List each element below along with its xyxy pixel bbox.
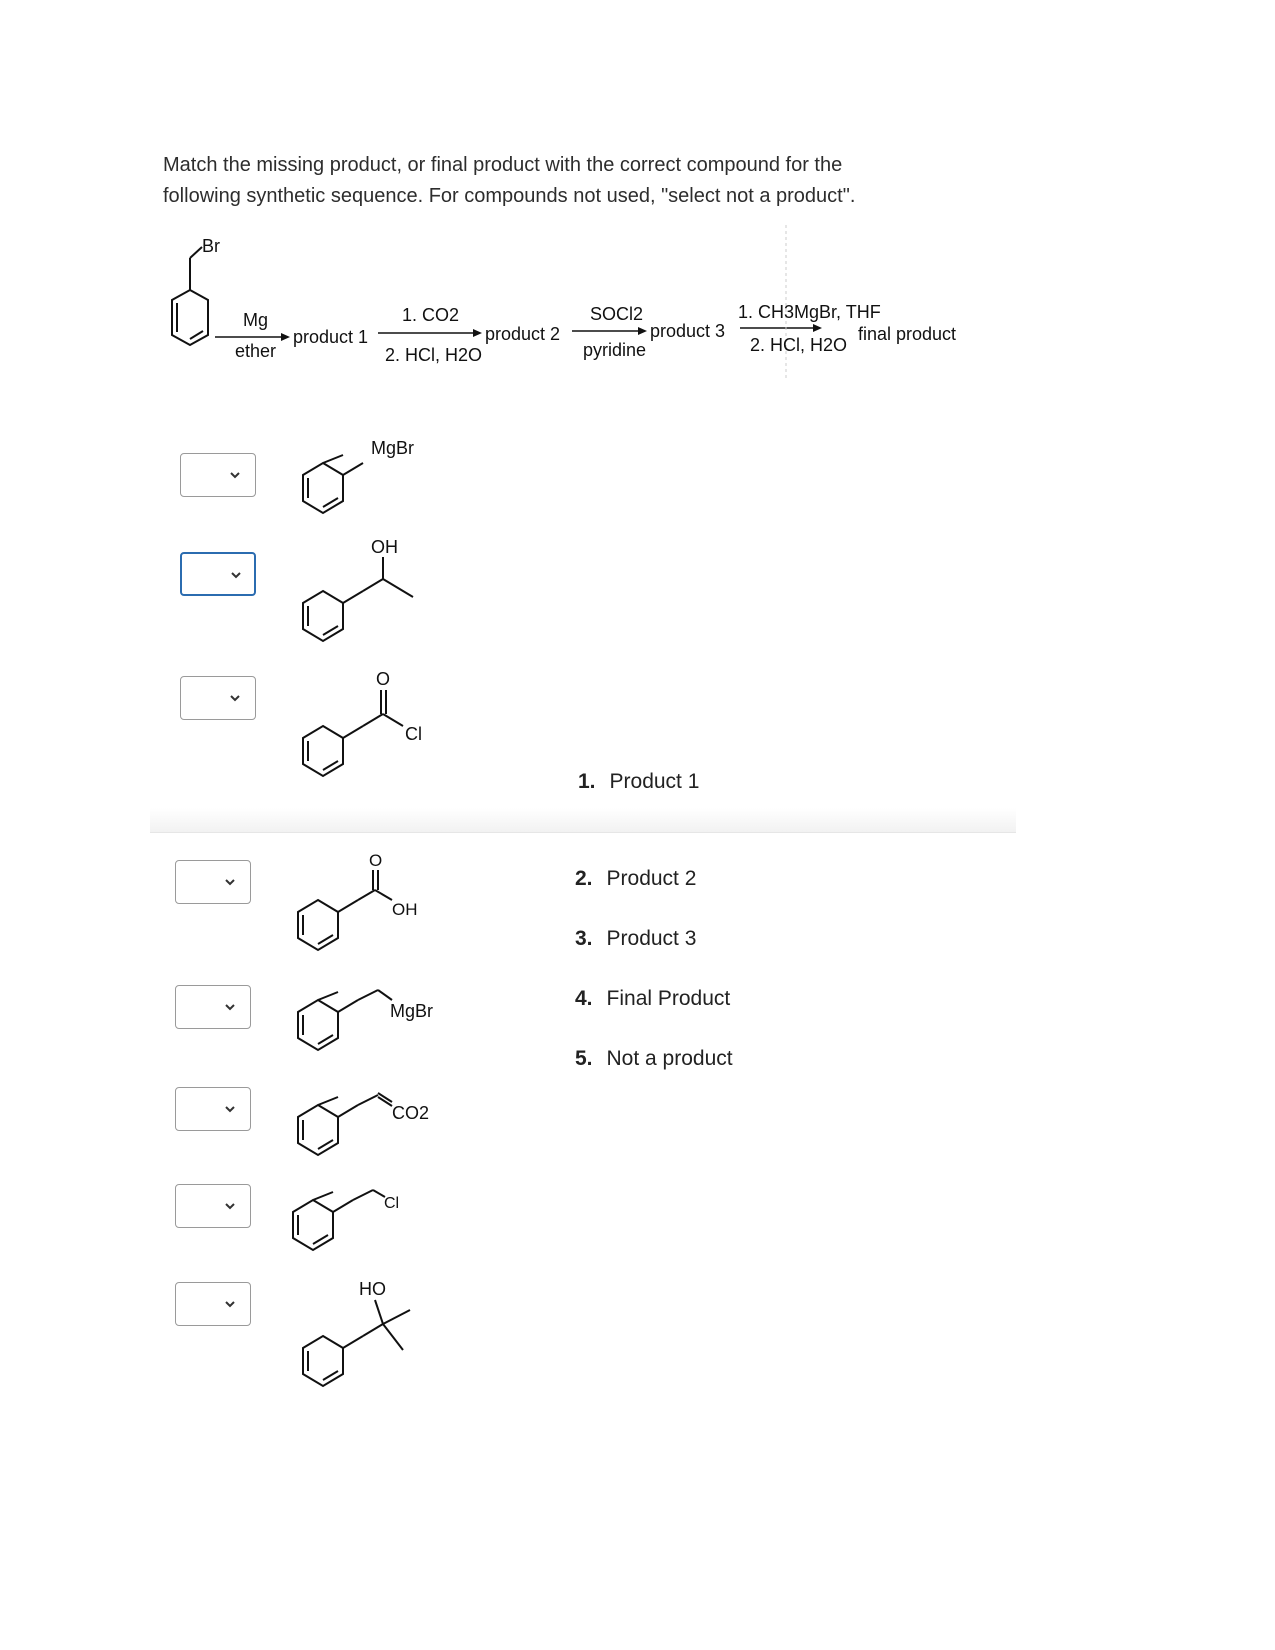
arrow-2-head — [473, 329, 482, 337]
compound-5-structure — [280, 970, 460, 1070]
compound-6-structure — [280, 1075, 460, 1175]
step1-reagent-top: Mg — [243, 310, 269, 330]
option-2-label: Product 2 — [606, 867, 697, 890]
option-3-num: 3. — [575, 927, 593, 950]
option-3-label: Product 3 — [606, 927, 697, 950]
compound-3-structure — [285, 670, 445, 790]
arrow-1-head — [281, 333, 290, 341]
intermediate-1: product 1 — [293, 327, 369, 347]
compound-3-label-side: Cl — [405, 724, 422, 744]
chevron-down-icon — [229, 693, 241, 703]
step1-reagent-bottom: ether — [235, 341, 277, 361]
section-separator — [150, 808, 1016, 833]
compound-5-label: MgBr — [390, 1001, 434, 1021]
final-product-label: final product — [858, 324, 957, 344]
option-2 — [575, 867, 696, 891]
chevron-down-icon — [224, 1104, 236, 1114]
option-1-label: Product 1 — [609, 770, 700, 793]
step3-reagent-bottom: pyridine — [583, 340, 647, 360]
option-1 — [578, 770, 699, 794]
instructions-line-2: following synthetic sequence. For compounds not used, "select not a product". — [163, 185, 856, 207]
reaction-scheme — [150, 225, 1150, 405]
compound-2-structure — [285, 535, 445, 655]
option-5-label: Not a product — [606, 1047, 733, 1070]
compound-4-label-side: OH — [392, 900, 418, 919]
option-4-num: 4. — [575, 987, 593, 1010]
chevron-down-icon — [229, 470, 241, 480]
compound-1-label: MgBr — [371, 438, 415, 458]
start-substituent: Br — [202, 236, 220, 256]
option-1-num: 1. — [578, 770, 596, 793]
option-4-label: Final Product — [606, 987, 731, 1010]
compound-4-select[interactable] — [175, 860, 251, 904]
compound-2-select[interactable] — [180, 552, 256, 596]
step3-reagent-top: SOCl2 — [590, 304, 644, 324]
compound-7-select[interactable] — [175, 1184, 251, 1228]
instructions-line-1: Match the missing product, or final product with the correct compound for the — [163, 154, 843, 176]
step2-reagent-top: 1. CO2 — [402, 305, 460, 325]
compound-5-select[interactable] — [175, 985, 251, 1029]
option-5-num: 5. — [575, 1047, 593, 1070]
compound-2-label: OH — [371, 537, 398, 557]
option-4 — [575, 987, 730, 1011]
chevron-down-icon — [224, 1002, 236, 1012]
arrow-3-head — [638, 327, 647, 335]
chevron-down-icon — [230, 570, 242, 580]
step4-reagent-top: 1. CH3MgBr, THF — [738, 302, 881, 322]
compound-8-label: HO — [359, 1279, 386, 1299]
chevron-down-icon — [224, 1299, 236, 1309]
compound-3-select[interactable] — [180, 676, 256, 720]
compound-7-label: Cl — [384, 1195, 400, 1212]
step2-reagent-bottom: 2. HCl, H2O — [385, 345, 483, 365]
arrow-4-head — [813, 324, 822, 332]
compound-1-select[interactable] — [180, 453, 256, 497]
option-5 — [575, 1047, 733, 1071]
compound-6-select[interactable] — [175, 1087, 251, 1131]
intermediate-3: product 3 — [650, 321, 726, 341]
compound-4-structure — [280, 850, 440, 960]
benzyl-bromide-structure — [172, 247, 208, 345]
option-3 — [575, 927, 696, 951]
compound-1-structure — [285, 435, 445, 525]
compound-6-label: CO2 — [392, 1103, 430, 1123]
step4-reagent-bottom: 2. HCl, H2O — [750, 335, 848, 355]
compound-8-select[interactable] — [175, 1282, 251, 1326]
instructions — [163, 150, 963, 212]
compound-8-structure — [285, 1270, 445, 1400]
chevron-down-icon — [224, 1201, 236, 1211]
compound-3-label-top: O — [376, 670, 391, 689]
option-2-num: 2. — [575, 867, 593, 890]
compound-4-label-top: O — [369, 851, 383, 870]
intermediate-2: product 2 — [485, 324, 561, 344]
chevron-down-icon — [224, 877, 236, 887]
compound-7-structure — [275, 1170, 445, 1270]
